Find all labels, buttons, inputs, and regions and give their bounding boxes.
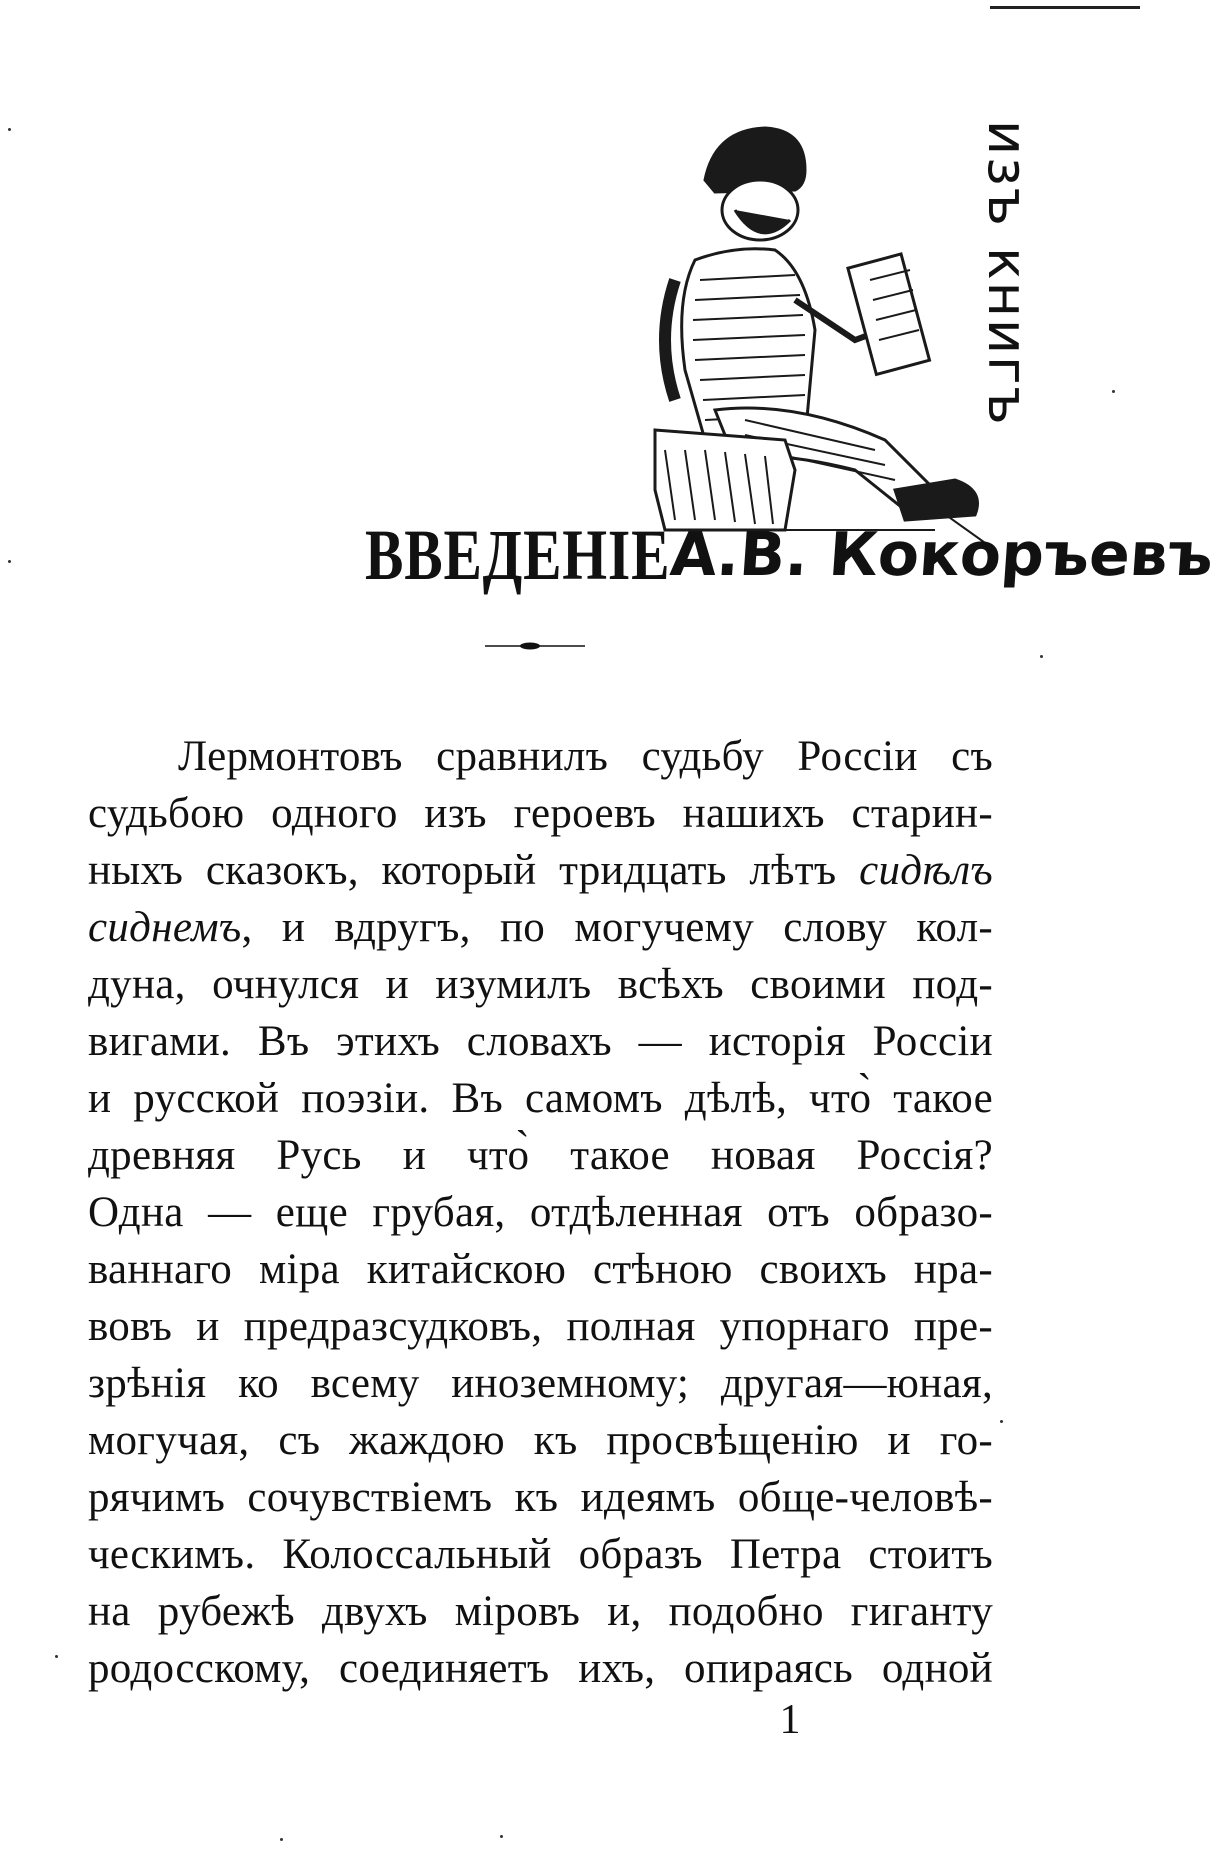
- top-edge-rule: [990, 6, 1140, 9]
- ownership-stamp-vertical: изъ книгъ: [976, 120, 1039, 427]
- scan-speck: [1112, 390, 1115, 393]
- scan-speck: [8, 560, 11, 563]
- seated-scribe-woodcut-icon: [655, 110, 995, 550]
- text-line: судьбою одного изъ героевъ нашихъ старин-: [88, 790, 993, 837]
- scan-speck: [280, 1838, 283, 1841]
- text-line: ваннаго міра китайскою стѣною своихъ нра-: [88, 1246, 993, 1293]
- text-line: ныхъ сказокъ, который тридцать лѣтъ сидѣлъ: [88, 847, 993, 894]
- title-ornament-divider: [485, 640, 585, 652]
- scan-speck: [8, 128, 11, 131]
- text-line: и русской поэзіи. Въ самомъ дѣлѣ, что̀ такое: [88, 1075, 993, 1122]
- text-line: на рубежѣ двухъ міровъ и, подобно гиганту: [88, 1588, 993, 1635]
- text-line: ческимъ. Колоссальный образъ Петра стоитъ: [88, 1531, 993, 1578]
- scan-speck: [55, 1655, 58, 1658]
- text-line: вигами. Въ этихъ словахъ — исторія Россіи: [88, 1018, 993, 1065]
- text-line: могучая, съ жаждою къ просвѣщенію и го-: [88, 1417, 993, 1464]
- text-line: родосскому, соединяетъ ихъ, опираясь одной: [88, 1645, 993, 1692]
- text-line: рячимъ сочувствіемъ къ идеямъ обще-человѣ-: [88, 1474, 993, 1521]
- chapter-title: ВВЕДЕНІЕ: [365, 515, 671, 595]
- text-line: древняя Русь и что̀ такое новая Россія?: [88, 1132, 993, 1179]
- text-line: зрѣнія ко всему иноземному; другая—юная,: [88, 1360, 993, 1407]
- scan-speck: [500, 1835, 503, 1838]
- text-line: вовъ и предразсудковъ, полная упорнаго пре-: [88, 1303, 993, 1350]
- scan-speck: [1040, 655, 1043, 658]
- text-line: Лермонтовъ сравнилъ судьбу Россіи съ: [178, 733, 993, 780]
- text-line: дуна, очнулся и изумилъ всѣхъ своими под-: [88, 961, 993, 1008]
- italic-word: сиднемъ: [88, 904, 242, 951]
- text-line: сиднемъ, и вдругъ, по могучему слову кол-: [88, 904, 993, 951]
- italic-word: сидѣлъ: [859, 847, 993, 894]
- scan-speck: [1000, 1420, 1003, 1423]
- body-paragraph: [88, 728, 993, 1697]
- ownership-stamp-name: А.В. Кокоръевъ: [667, 520, 1216, 590]
- page-number: 1: [779, 1697, 801, 1743]
- text-line: Одна — еще грубая, отдѣленная отъ образо-: [88, 1189, 993, 1236]
